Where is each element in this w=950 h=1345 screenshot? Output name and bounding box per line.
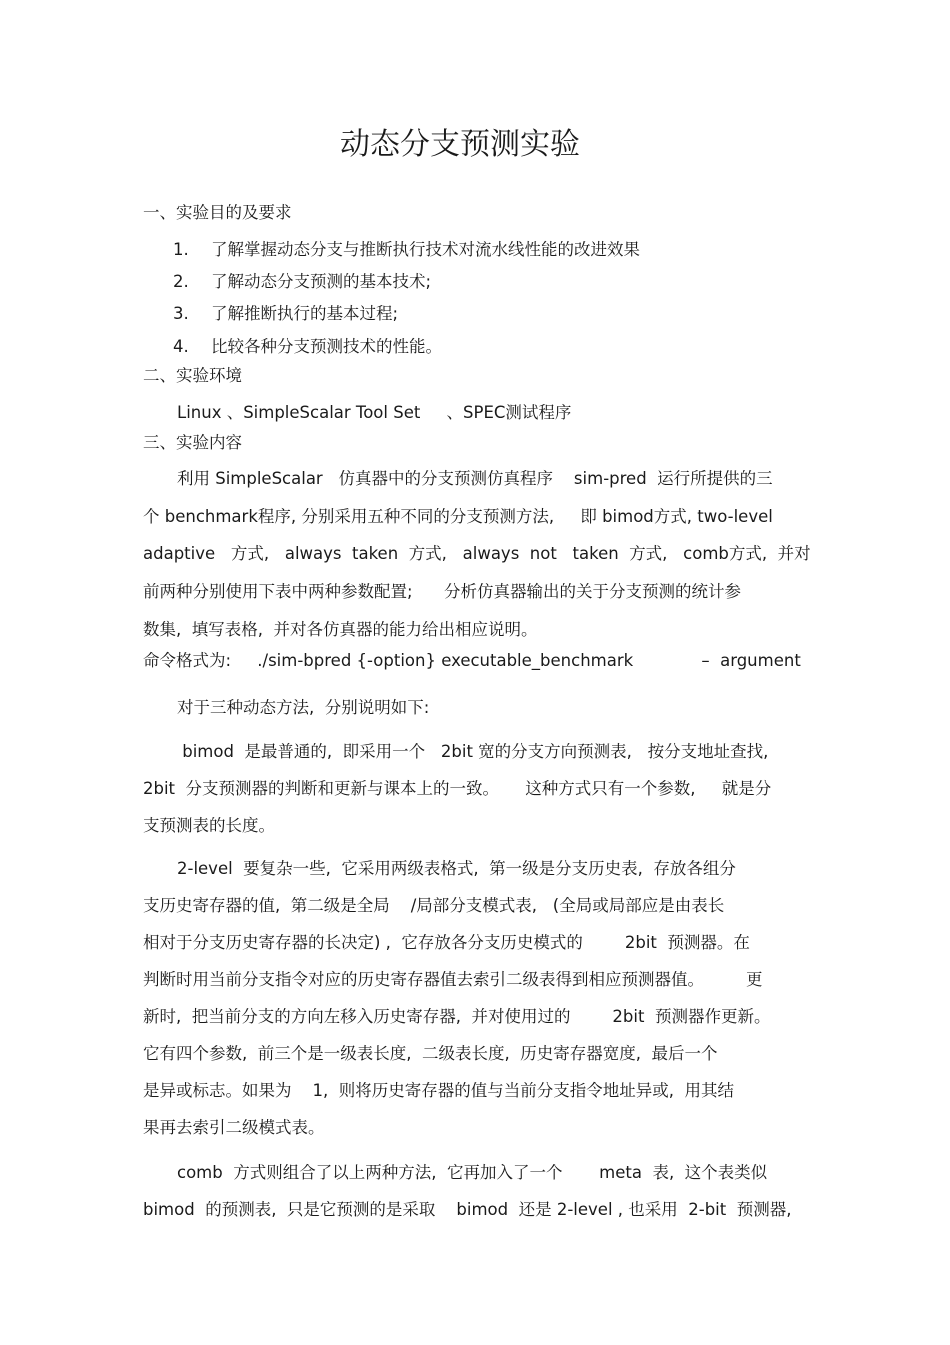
twolevel-paragraph-line: 2-level 要复杂一些, 它采用两级表格式, 第一级是分支历史表, 存放各组分: [177, 859, 736, 878]
comb-paragraph-line: comb 方式则组合了以上两种方法, 它再加入了一个 meta 表, 这个表类似: [177, 1163, 768, 1182]
twolevel-paragraph-line: 是异或标志。如果为 1, 则将历史寄存器的值与当前分支指令地址异或, 用其结: [143, 1081, 734, 1100]
page-title: 动态分支预测实验: [340, 127, 580, 162]
bimod-paragraph-line: 支预测表的长度。: [143, 816, 275, 835]
twolevel-paragraph-line: 新时, 把当前分支的方向左移入历史寄存器, 并对使用过的 2bit 预测器作更新。: [143, 1007, 771, 1026]
twolevel-paragraph-line: 它有四个参数, 前三个是一级表长度, 二级表长度, 历史寄存器宽度, 最后一个: [143, 1044, 718, 1063]
twolevel-paragraph-line: 判断时用当前分支指令对应的历史寄存器值去索引二级表得到相应预测器值。 更: [143, 970, 763, 989]
section-heading-content: 三、实验内容: [143, 433, 242, 452]
section-heading-goals: 一、实验目的及要求: [143, 203, 292, 222]
comb-paragraph-line: bimod 的预测表, 只是它预测的是采取 bimod 还是 2-level , 也采用 2-bit 预测器,: [143, 1200, 792, 1219]
goal-number: 4.: [173, 337, 189, 356]
goal-number: 3.: [173, 304, 189, 323]
twolevel-paragraph-line: 支历史寄存器的值, 第二级是全局 /局部分支模式表, (全局或局部应是由表长: [143, 896, 725, 915]
command-format-line: 命令格式为: ./sim-bpred {-option} executable_benchmark – argument: [143, 651, 801, 670]
twolevel-paragraph-line: 果再去索引二级模式表。: [143, 1118, 325, 1137]
content-line: 个 benchmark程序, 分别采用五种不同的分支预测方法, 即 bimod方式, two-level: [143, 507, 773, 526]
content-line: 利用 SimpleScalar 仿真器中的分支预测仿真程序 sim-pred 运行所提供的三: [177, 469, 773, 488]
bimod-paragraph-line: bimod 是最普通的, 即采用一个 2bit 宽的分支方向预测表, 按分支地址查找,: [177, 742, 769, 761]
goal-text: 比较各种分支预测技术的性能。: [211, 337, 442, 356]
environment-text: Linux 、SimpleScalar Tool Set 、SPEC测试程序: [177, 403, 572, 422]
twolevel-paragraph-line: 相对于分支历史寄存器的长决定) , 它存放各分支历史模式的 2bit 预测器。在: [143, 933, 750, 952]
bimod-paragraph-line: 2bit 分支预测器的判断和更新与课本上的一致。 这种方式只有一个参数, 就是分: [143, 779, 772, 798]
content-line: adaptive 方式, always taken 方式, always not taken 方式, comb方式, 并对: [143, 544, 811, 563]
goal-number: 2.: [173, 272, 189, 291]
goal-text: 了解掌握动态分支与推断执行技术对流水线性能的改进效果: [211, 240, 640, 259]
goal-text: 了解动态分支预测的基本技术;: [211, 272, 432, 291]
goal-text: 了解推断执行的基本过程;: [211, 304, 399, 323]
goal-number: 1.: [173, 240, 189, 259]
content-line: 数集, 填写表格, 并对各仿真器的能力给出相应说明。: [143, 620, 538, 639]
content-line: 前两种分别使用下表中两种参数配置; 分析仿真器输出的关于分支预测的统计参: [143, 582, 742, 601]
section-heading-environment: 二、实验环境: [143, 366, 242, 385]
methods-intro: 对于三种动态方法, 分别说明如下:: [177, 698, 430, 717]
